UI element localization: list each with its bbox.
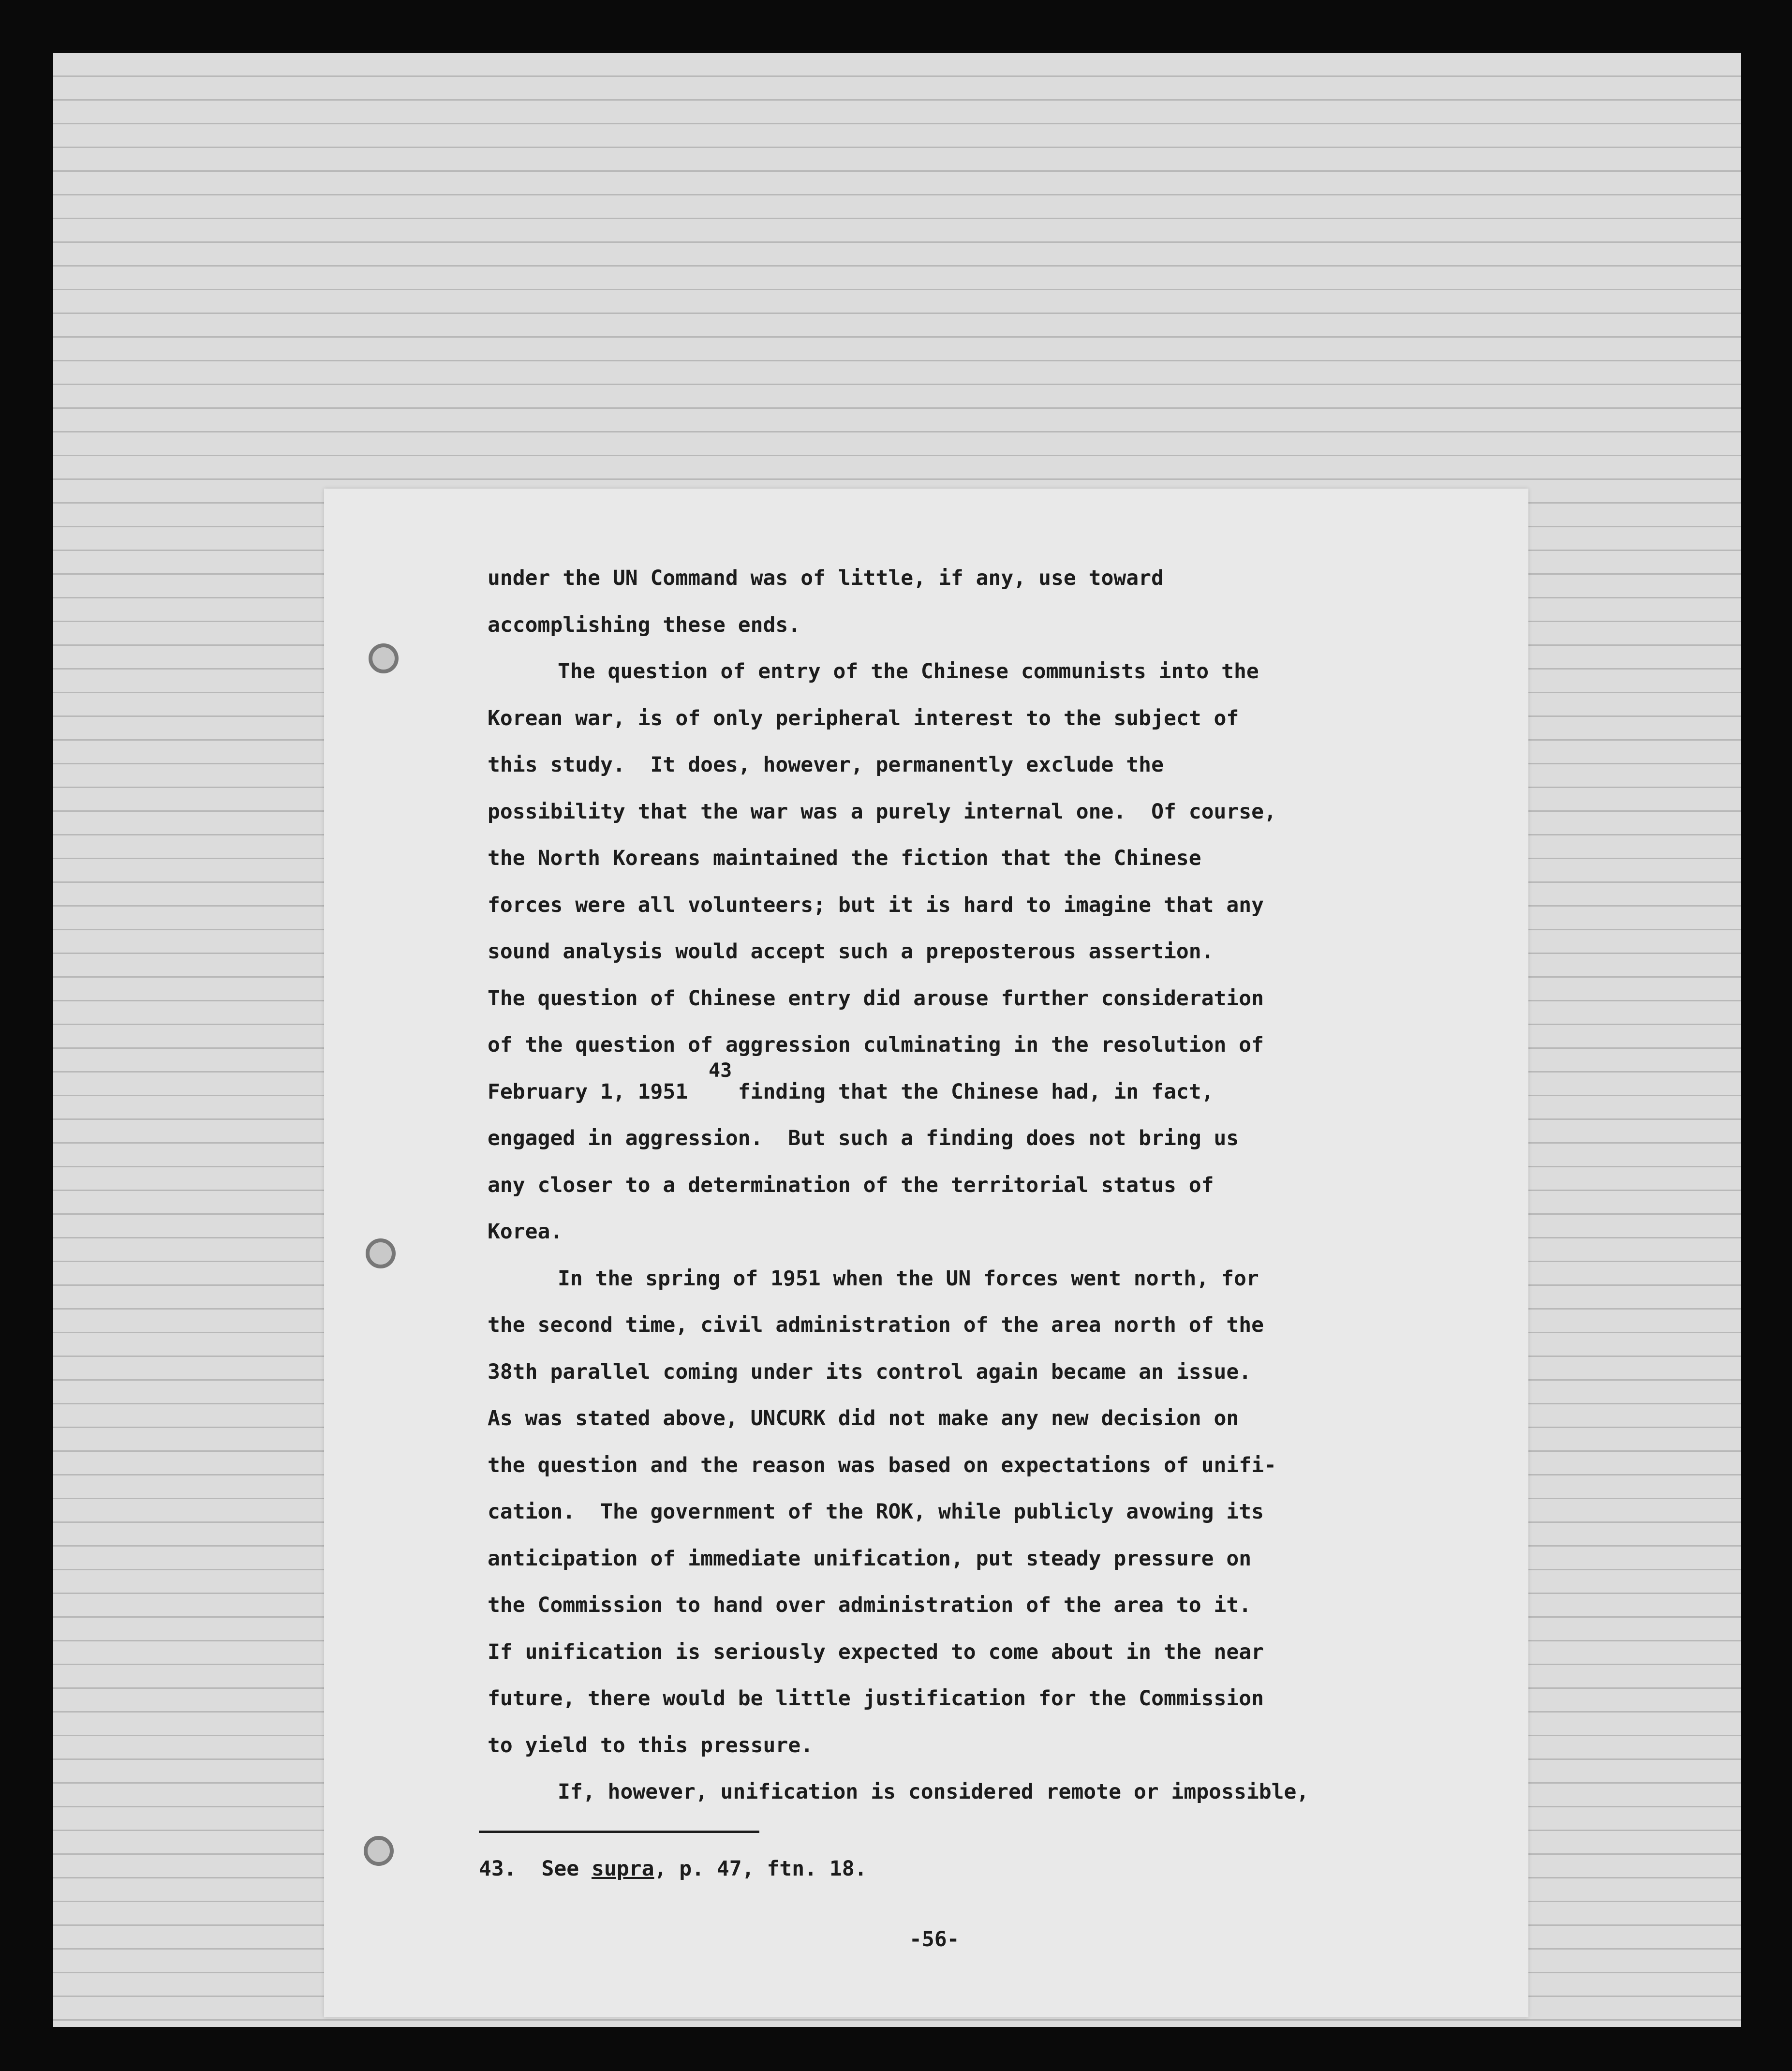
binder-hole-middle	[366, 1238, 396, 1268]
text-line: cation. The government of the ROK, while publicly avowing its	[488, 1500, 1264, 1524]
text-line: February 1, 1951 finding that the Chinese had, in fact,	[488, 1079, 1214, 1104]
text-line: forces were all volunteers; but it is hard to imagine that any	[488, 893, 1264, 917]
footnote	[479, 1857, 867, 1881]
text-line: 38th parallel coming under its control again became an issue.	[488, 1359, 1252, 1384]
footnote-number: 43.	[479, 1857, 517, 1881]
text-line: future, there would be little justification for the Commission	[488, 1686, 1264, 1711]
footnote-prefix: See	[541, 1857, 579, 1881]
page-number: -56-	[909, 1927, 960, 1952]
body-text	[488, 564, 1426, 1824]
text-line: the second time, civil administration of the area north of the	[488, 1313, 1264, 1337]
text-line: As was stated above, UNCURK did not make any new decision on	[488, 1406, 1239, 1430]
text-line: Korea.	[488, 1220, 563, 1244]
footnote-rule	[479, 1831, 759, 1833]
text-line: The question of entry of the Chinese communists into the	[558, 659, 1259, 684]
text-line: the Commission to hand over administration of the area to it.	[488, 1593, 1252, 1617]
text-line: possibility that the war was a purely internal one. Of course,	[488, 799, 1276, 824]
text-line: sound analysis would accept such a preposterous assertion.	[488, 939, 1214, 964]
text-line: If unification is seriously expected to come about in the near	[488, 1639, 1264, 1664]
text-line: the question and the reason was based on expectations of unifi-	[488, 1453, 1276, 1477]
footnote-reference: 43	[709, 1059, 732, 1082]
footnote-rest: , p. 47, ftn. 18.	[654, 1857, 867, 1881]
text-line: to yield to this pressure.	[488, 1733, 814, 1758]
text-line: anticipation of immediate unification, put steady pressure on	[488, 1546, 1252, 1571]
text-line: of the question of aggression culminating in the resolution of	[488, 1033, 1264, 1057]
text-line: engaged in aggression. But such a finding does not bring us	[488, 1126, 1239, 1150]
text-line: Korean war, is of only peripheral interest to the subject of	[488, 706, 1239, 730]
text-line: the North Koreans maintained the fiction that the Chinese	[488, 846, 1201, 870]
text-line: The question of Chinese entry did arouse further consideration	[488, 986, 1264, 1011]
binder-hole-top	[369, 643, 399, 673]
text-line: this study. It does, however, permanently exclude the	[488, 753, 1164, 777]
text-line: under the UN Command was of little, if any, use toward	[488, 566, 1164, 590]
binder-hole-bottom	[364, 1836, 394, 1866]
text-line: In the spring of 1951 when the UN forces went north, for	[558, 1266, 1259, 1291]
text-line: If, however, unification is considered remote or impossible,	[558, 1780, 1309, 1804]
footnote-supra: supra	[592, 1857, 654, 1881]
text-line: any closer to a determination of the territorial status of	[488, 1173, 1214, 1197]
text-line: accomplishing these ends.	[488, 612, 801, 637]
